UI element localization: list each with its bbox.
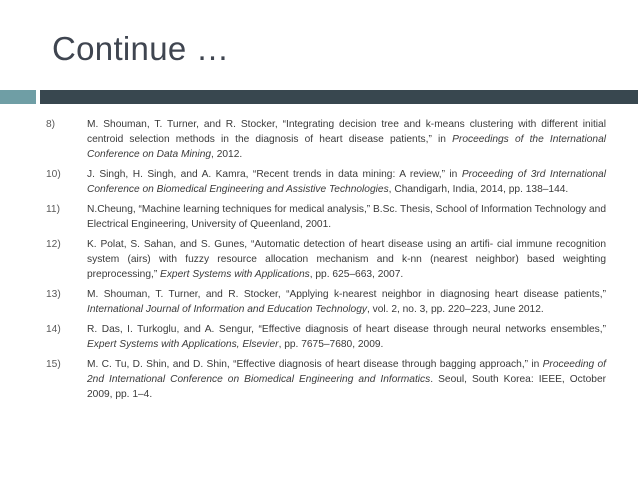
reference-item — [46, 117, 606, 162]
accent-bar-left — [0, 90, 36, 104]
reference-item — [46, 357, 606, 402]
reference-number: 10) — [46, 169, 61, 180]
reference-text: M. C. Tu, D. Shin, and D. Shin, “Effective diagnosis of heart disease through bagging approach,” in Proceeding of 2nd International Conference on Biomedical Engineering and Informatics. Seoul, South Korea: IEEE, October 2009, pp. 1–4. — [87, 359, 607, 400]
reference-number: 15) — [46, 359, 61, 370]
reference-text: M. Shouman, T. Turner, and R. Stocker, “Applying k-nearest neighbor in diagnosing heart disease patients,” International Journal of Information and Education Technology, vol. 2, no. 3, pp. 220–223, June 2012. — [87, 289, 606, 315]
reference-item — [46, 167, 606, 197]
reference-text: K. Polat, S. Sahan, and S. Gunes, “Automatic detection of heart disease using an artifi- cial immune recognition system (airs) with fuzzy resource allocation mechanism and k-nn (nearest neighbor) based weighting preprocessing,” Expert Systems with Applications, pp. 625–663, 2007. — [87, 239, 606, 280]
reference-text: M. Shouman, T. Turner, and R. Stocker, “Integrating decision tree and k-means clustering with different initial centroid selection methods in the diagnosis of heart disease patients,” in Proceedings of the International Conference on Data Mining, 2012. — [87, 119, 606, 160]
reference-number: 8) — [46, 119, 56, 130]
reference-item — [46, 322, 606, 352]
accent-bar-right — [40, 90, 638, 104]
reference-number: 14) — [46, 324, 61, 335]
slide-title: Continue … — [52, 30, 230, 67]
reference-number: 12) — [46, 239, 61, 250]
reference-item — [46, 287, 606, 317]
reference-text: J. Singh, H. Singh, and A. Kamra, “Recent trends in data mining: A review,” in Proceeding of 3rd International Conference on Biomedical Engineering and Assistive Technologies, Chandigarh, India, 2014, pp. 138–144. — [87, 169, 606, 195]
reference-text: R. Das, I. Turkoglu, and A. Sengur, “Effective diagnosis of heart disease through neural networks ensembles,” Expert Systems with Applications, Elsevier, pp. 7675–7680, 2009. — [87, 324, 606, 350]
reference-list — [46, 117, 606, 407]
reference-text: N.Cheung, “Machine learning techniques for medical analysis,” B.Sc. Thesis, School of Information Technology and Electrical Engineering, University of Queenland, 2001. — [87, 204, 606, 230]
reference-number: 13) — [46, 289, 61, 300]
reference-item — [46, 202, 606, 232]
reference-item — [46, 237, 606, 282]
reference-number: 11) — [46, 204, 60, 215]
